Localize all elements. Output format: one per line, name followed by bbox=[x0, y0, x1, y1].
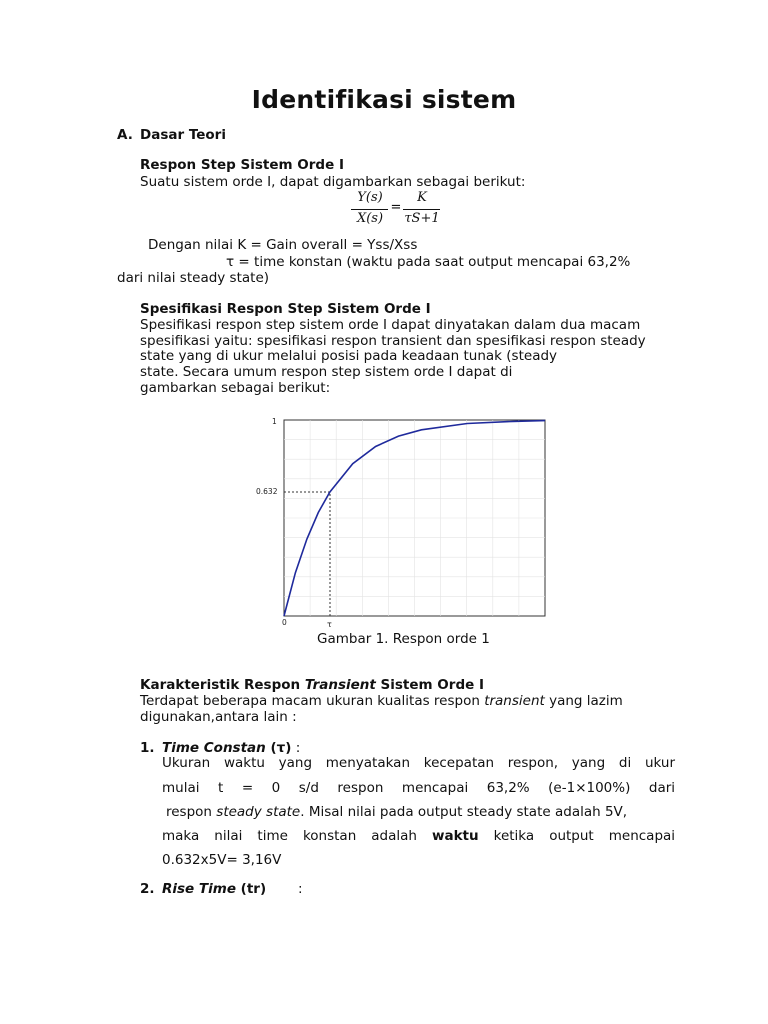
karakteristik-line1-post: yang lazim bbox=[544, 693, 623, 709]
spesifikasi-line: state yang di ukur melalui posisi pada keadaan tunak (steady bbox=[140, 348, 558, 364]
karakteristik-heading-post: Sistem Orde I bbox=[375, 677, 484, 693]
tau-definition: τ = time konstan (waktu pada saat output mencapai 63,2% bbox=[226, 254, 631, 270]
word: output bbox=[549, 828, 594, 844]
spesifikasi-line: Spesifikasi respon step sistem orde I dapat dinyatakan dalam dua macam bbox=[140, 317, 641, 333]
line3-pre: respon bbox=[166, 804, 217, 820]
formula-num-right: K bbox=[417, 190, 427, 205]
word: mencapai bbox=[608, 828, 676, 844]
body-line-2 bbox=[162, 780, 675, 796]
section-marker: A. bbox=[117, 127, 133, 143]
spesifikasi-line: state. Secara umum respon step sistem orde I dapat di bbox=[140, 364, 513, 380]
karakteristik-line1 bbox=[140, 693, 623, 709]
formula-den-left: X(s) bbox=[356, 211, 384, 226]
karakteristik-heading-pre: Karakteristik Respon bbox=[140, 677, 305, 693]
karakteristik-heading-italic: Transient bbox=[304, 677, 376, 693]
word: nilai bbox=[214, 828, 243, 844]
spesifikasi-line: gambarkan sebagai berikut: bbox=[140, 380, 331, 396]
word: kecepatan bbox=[423, 755, 495, 771]
word: konstan bbox=[302, 828, 357, 844]
body-line-3 bbox=[166, 804, 627, 820]
word: di bbox=[618, 755, 632, 771]
word: 0 bbox=[271, 780, 281, 796]
body-line-1 bbox=[162, 755, 675, 771]
item-label: Time Constan bbox=[162, 740, 266, 756]
item-title-time-constan bbox=[162, 740, 300, 756]
spesifikasi-line: spesifikasi yaitu: spesifikasi respon transient dan spesifikasi respon steady bbox=[140, 333, 646, 349]
word-bold: waktu bbox=[431, 828, 479, 844]
line3-post: . Misal nilai pada output steady state adalah 5V, bbox=[300, 804, 628, 820]
word: ketika bbox=[493, 828, 535, 844]
word: ukur bbox=[644, 755, 676, 771]
orde1-intro: Suatu sistem orde I, dapat digambarkan sebagai berikut: bbox=[140, 174, 526, 190]
step-response-chart bbox=[245, 405, 565, 635]
word: mulai bbox=[162, 780, 200, 796]
word: respon bbox=[337, 780, 384, 796]
y-tick-label-top: 1 bbox=[272, 417, 277, 426]
item-symbol: (τ) bbox=[265, 740, 292, 756]
line3-italic: steady state bbox=[216, 804, 301, 820]
karakteristik-line1-pre: Terdapat beberapa macam ukuran kualitas respon bbox=[140, 693, 485, 709]
y-tick-label-mid: 0.632 bbox=[256, 487, 278, 496]
word: yang bbox=[278, 755, 313, 771]
figure-caption: Gambar 1. Respon orde 1 bbox=[317, 631, 490, 647]
word: Ukuran bbox=[162, 755, 211, 771]
karakteristik-line1-italic: transient bbox=[484, 693, 545, 709]
item-colon: : bbox=[298, 881, 303, 897]
item-number: 2. bbox=[140, 881, 155, 897]
word: dari bbox=[648, 780, 676, 796]
section-heading: Dasar Teori bbox=[140, 127, 226, 143]
word: (e-1×100%) bbox=[548, 780, 631, 796]
item-title-rise-time bbox=[162, 881, 266, 897]
word: adalah bbox=[371, 828, 417, 844]
word: respon, bbox=[507, 755, 559, 771]
karakteristik-line2: digunakan,antara lain : bbox=[140, 709, 297, 725]
x-tick-label-origin: 0 bbox=[282, 618, 287, 627]
formula-equals: = bbox=[390, 200, 402, 215]
word: yang bbox=[571, 755, 606, 771]
spesifikasi-heading: Spesifikasi Respon Step Sistem Orde I bbox=[140, 301, 431, 317]
orde1-heading: Respon Step Sistem Orde I bbox=[140, 157, 344, 173]
word: = bbox=[241, 780, 254, 796]
formula-num-left: Y(s) bbox=[357, 190, 383, 205]
word: time bbox=[257, 828, 288, 844]
item-colon: : bbox=[291, 740, 301, 756]
item-symbol: (tr) bbox=[235, 881, 267, 897]
word: t bbox=[218, 780, 224, 796]
item-number: 1. bbox=[140, 740, 155, 756]
gain-definition: Dengan nilai K = Gain overall = Yss/Xss bbox=[148, 237, 418, 253]
word: s/d bbox=[298, 780, 319, 796]
body-line-5: 0.632x5V= 3,16V bbox=[162, 852, 282, 868]
fraction-bar-left bbox=[351, 209, 388, 210]
formula-den-right: τS+1 bbox=[404, 211, 440, 226]
fraction-bar-right bbox=[403, 209, 440, 210]
word: waktu bbox=[223, 755, 265, 771]
item-label: Rise Time bbox=[162, 881, 236, 897]
word: mencapai bbox=[401, 780, 469, 796]
word: maka bbox=[162, 828, 200, 844]
karakteristik-heading bbox=[140, 677, 484, 693]
body-line-4 bbox=[162, 828, 675, 844]
tau-definition-cont: dari nilai steady state) bbox=[117, 270, 270, 286]
word: menyatakan bbox=[325, 755, 411, 771]
x-tick-label-tau: τ bbox=[327, 620, 332, 629]
word: 63,2% bbox=[486, 780, 530, 796]
page-title: Identifikasi sistem bbox=[251, 85, 517, 114]
